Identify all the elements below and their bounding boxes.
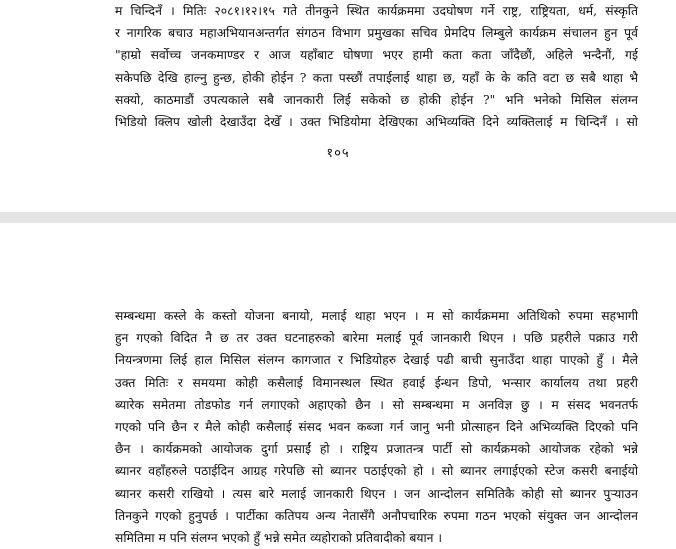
text-line: छैन । कार्यक्रमको आयोजक दुर्गा प्रसाईं हो । राष्ट्रिय प्रजातन्त्र पार्टी सो कार्यक्रमको आयोजक रहेको भन्ने [115, 442, 638, 457]
text-line: सक्यो, काठमाडौं उपत्यकाले सबै जानकारी लिई सकेको छ होकी होईन ?" भनि भनेको मिसिल संलग्न [115, 92, 638, 107]
text-line: गएको पनि छैन र मैले कोही कसैलाई संसद भवन कब्जा गर्न जानु भनी प्रोत्साहन दिने अभिव्यक्ति दिएको पनि [115, 419, 638, 434]
document-page-bottom [0, 223, 676, 543]
text-line: नियन्त्रणमा लिई हाल मिसिल संलग्न कागजात र भिडियोहरु देखाई पढी बाची सुनाउँदा थाहा पाएको हुँ । मैले [115, 353, 638, 368]
text-line: उक्त मितिः र समयमा कोही कसैलाई विमानस्थल स्थित हवाई ईन्धन डिपो, भन्सार कार्यालय तथा प्रहरी [115, 375, 638, 390]
text-line: ब्यानर वहाँहरुले पठाईदिन आग्रह गरेपछि सो ब्यानर पठाईएको हो । सो ब्यानर लगाईएको स्टेज कसरी बनाईयो [115, 464, 638, 479]
bottom-page-text [115, 305, 638, 549]
text-line: र नागरिक बचाउ महाअभियानअन्तर्गत संगठन विभाग प्रमुखका सचिव प्रेमदिप लिम्बुले कार्यक्रम संचालन हुन पूर्व [115, 26, 638, 41]
text-line: सम्बन्धमा कस्ले के कस्तो योजना बनायो, मलाई थाहा भएन । म सो कार्यक्रममा अतिथिको रुपमा सहभागी [115, 309, 638, 323]
text-line: ब्यानर कसरी राखियो । त्यस बारे मलाई जानकारी थिएन । जन आन्दोलन समितिकै कोही सो ब्यानर पुर्‍याउन [115, 486, 638, 501]
top-page-text [115, 0, 638, 133]
text-line: ब्यारेक समेतमा तोडफोड गर्न लगाएको अहाएको छैन । सो सम्बन्धमा म अनविज्ञ छु । म संसद भवनतर्फ [115, 397, 638, 412]
page-separator [0, 212, 676, 223]
text-line: भिडियो क्लिप खोली देखाउँदा देखेँ । उक्त भिडियोमा देखिएका अभिव्यक्ति दिने व्यक्तिलाई म चिन्दिनँ । सो [115, 114, 638, 129]
text-line: समितिमा म पनि संलग्न भएको हुँ भन्ने समेत व्यहोराको प्रतिवादीको बयान । [115, 530, 443, 545]
text-line: हुन गएको विदित नै छ तर उक्त घटनाहरुको बारेमा मलाई पूर्व जानकारी थिएन । पछि प्रहरीले पक्राउ गरी [115, 331, 638, 346]
document-page-top [0, 0, 676, 212]
text-line: सकेपछि देखि हाल्नु हुन्छ, होकी होईन ? कता पस्छौं तपाईलाई थाहा छ, यहाँ के के कति वटा छ सबै थाहा भै [115, 70, 638, 85]
text-line: म चिन्दिनँ । मितिः २०८१।१२।१५ गते तीनकुने स्थित कार्यक्रममा उदघोषण गर्ने राष्ट्र, राष्ट्रियता, धर्म, संस्कृति [115, 4, 638, 18]
text-line: "हाम्रो सर्वोच्च जनकमाण्डर र आज यहाँबाट घोषणा भएर हामी कता कता जाँदैछौं, अहिले भन्दैनौं, गई [115, 48, 638, 63]
page-number: १०५ [326, 146, 350, 161]
text-line: तिनकुने गएको हुनुपर्छ । पार्टीका कतिपय अन्य नेतासँगै अनौपचारिक रुपमा गठन भएको संयुक्त जन आन्दोलन [115, 508, 638, 523]
